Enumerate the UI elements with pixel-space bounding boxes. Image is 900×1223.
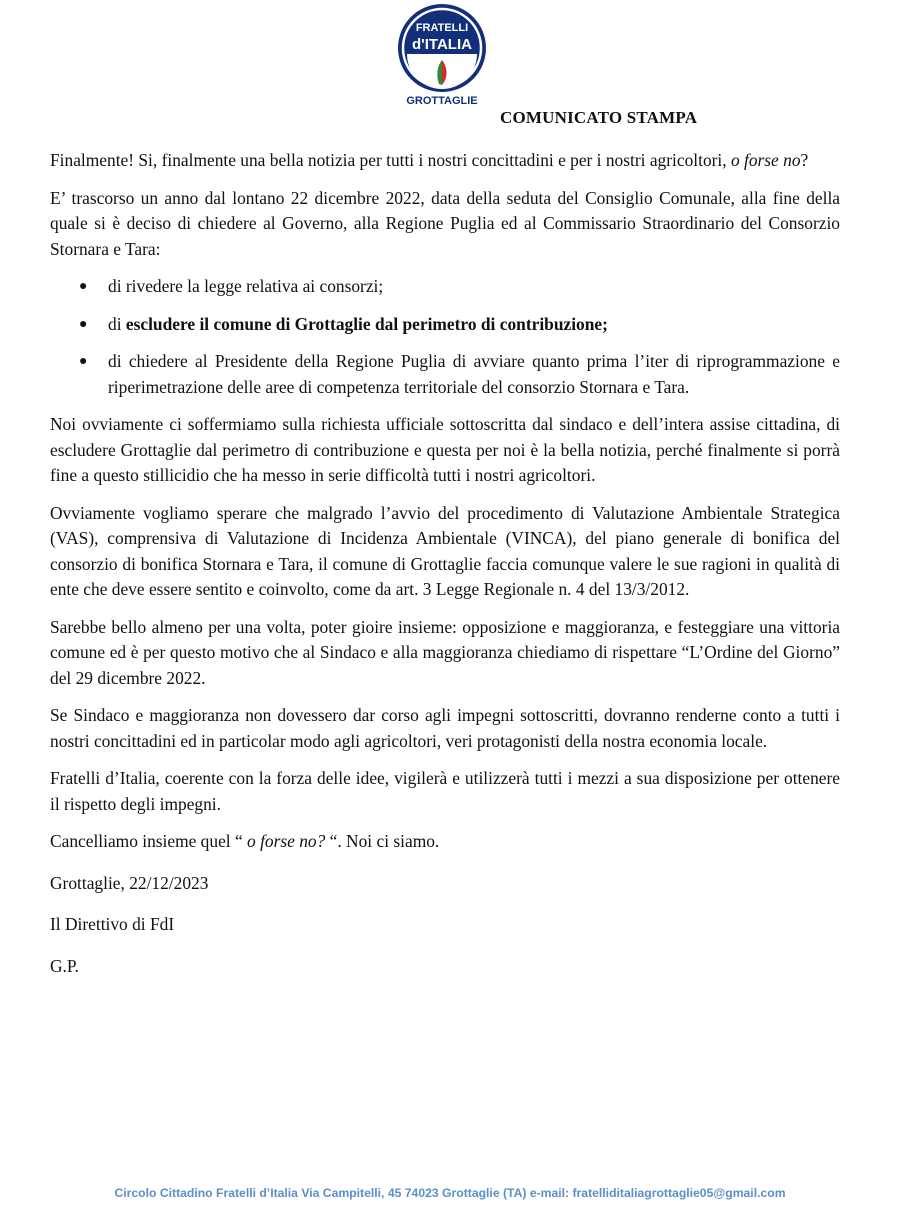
bullet-text: di chiedere al Presidente della Regione Puglia di avviare quanto prima l’iter di riprogrammazione e riperimetrazione delle aree di competenza territoriale del consorzio Stornara e Tara. [108, 351, 840, 397]
party-logo [392, 2, 492, 108]
paragraph-accountability: Se Sindaco e maggioranza non dovessero dar corso agli impegni sottoscritti, dovranno renderne conto a tutti i nostri concittadini ed in particolar modo agli agricoltori, veri protagonisti della nostra economia locale. [50, 705, 840, 751]
initials: G.P. [50, 955, 79, 976]
intro-italic: o forse no [730, 150, 801, 170]
footer-contact: Circolo Cittadino Fratelli d’Italia Via Campitelli, 45 74023 Grottaglie (TA) e-mail: fratelliditaliagrottaglie05@gmail.com [114, 1186, 786, 1200]
list-item [50, 312, 840, 338]
intro-text: Finalmente! Si, finalmente una bella notizia per tutti i nostri concittadini e per i nostri agricoltori, [50, 150, 731, 170]
paragraph-celebrate: Sarebbe bello almeno per una volta, poter gioire insieme: opposizione e maggioranza, e festeggiare una vittoria comune ed è per questo motivo che al Sindaco e alla maggioranza chiediamo di rispettare “L’Ordine del Giorno” del 29 dicembre 2022. [50, 616, 840, 688]
paragraph-good-news: Noi ovviamente ci soffermiamo sulla richiesta ufficiale sottoscritta dal sindaco e dell’intera assise cittadina, di escludere Grottaglie dal perimetro di contribuzione e questa per noi è la bella notizia, perché finalmente si porrà fine a questo stillicidio che ha messo in serie difficoltà tutti i nostri agricoltori. [50, 414, 840, 485]
requests-list [50, 274, 840, 400]
bullet-icon: ● [79, 316, 88, 332]
closing-italic: o forse no? [247, 831, 330, 851]
paragraph-vigilance: Fratelli d’Italia, coerente con la forza delle idee, vigilerà e utilizzerà tutti i mezzi a sua disposizione per ottenere il rispetto degli impegni. [50, 768, 840, 814]
document-body [50, 148, 840, 995]
bullet-icon: ● [79, 279, 88, 294]
press-release-title: COMUNICATO STAMPA [500, 108, 698, 127]
bullet-icon: ● [79, 354, 88, 369]
intro-tail: ? [800, 150, 809, 170]
paragraph-vas: Ovviamente vogliamo sperare che malgrado l’avvio del procedimento di Valutazione Ambientale Strategica (VAS), comprensiva di Valutazione di Incidenza Ambientale (VINCA), del piano generale di bonifica del consorzio di bonifica Stornara e Tara, il comune di Grottaglie faccia comunque valere le sue ragioni in qualità di ente che deve essere sentito e coinvolto, come da art. 3 Legge Regionale n. 4 del 13/3/2012. [50, 502, 840, 599]
fratelli-ditalia-emblem [392, 2, 492, 108]
logo-line1: FRATELLI [415, 22, 469, 34]
logo-line2: d'ITALIA [412, 36, 472, 53]
closing-suffix: “. Noi ci siamo. [329, 831, 440, 851]
list-item [50, 349, 840, 400]
closing-prefix: Cancelliamo insieme quel “ [50, 831, 248, 851]
bullet-bold-text: escludere il comune di Grottaglie dal perimetro di contribuzione; [125, 313, 608, 334]
paragraph-closing [50, 829, 840, 855]
bullet-prefix: di [108, 313, 126, 334]
bullet-text: di rivedere la legge relativa ai consorzi; [108, 276, 384, 296]
logo-city: GROTTAGLIE [406, 95, 478, 107]
date-line: Grottaglie, 22/12/2023 [50, 872, 209, 893]
signature: Il Direttivo di FdI [50, 914, 175, 934]
list-item [50, 274, 840, 300]
paragraph-intro [50, 148, 840, 174]
paragraph-background: E’ trascorso un anno dal lontano 22 dicembre 2022, data della seduta del Consiglio Comunale, alla fine della quale si è deciso di chiedere al Governo, alla Regione Puglia ed al Commissario Straordinario del Consorzio Stornara e Tara: [50, 187, 840, 259]
